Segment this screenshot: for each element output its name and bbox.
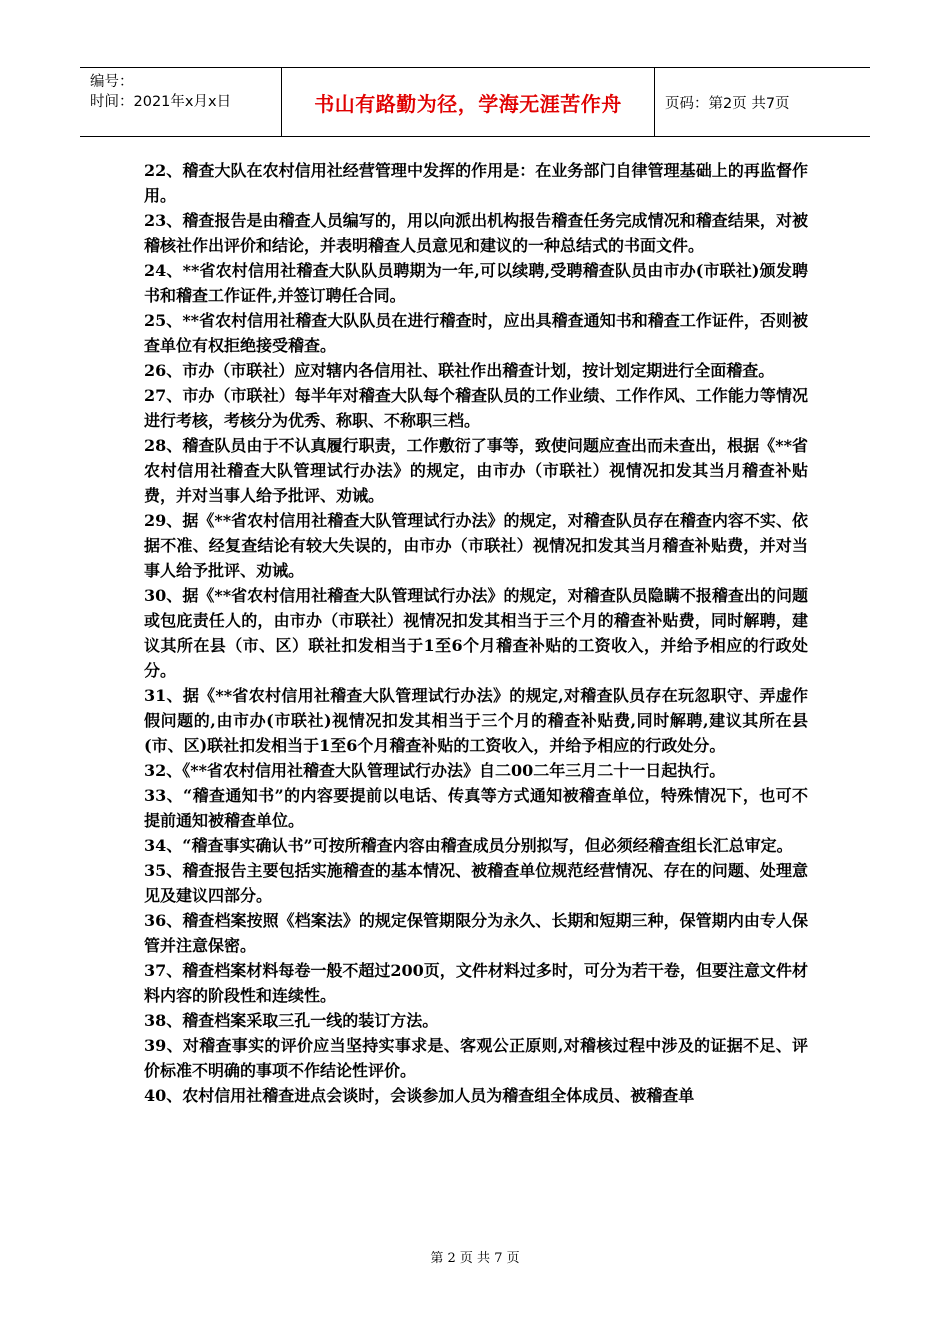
paragraph-28: 28、稽查队员由于不认真履行职责，工作敷衍了事等，致使问题应查出而未查出，根据《**省农村信用社稽查大队管理试行办法》的规定，由市办（市联社）视情况扣发其当月稽查补贴费，并对当事人给予批评、劝诫。 <box>144 436 808 505</box>
paragraph-35: 35、稽查报告主要包括实施稽查的基本情况、被稽查单位规范经营情况、存在的问题、处理意见及建议四部分。 <box>144 861 808 905</box>
paragraph-38: 38、稽查档案采取三孔一线的装订方法。 <box>144 1011 439 1030</box>
paragraph-30: 30、据《**省农村信用社稽查大队管理试行办法》的规定，对稽查队员隐瞒不报稽查出的问题或包庇责任人的，由市办（市联社）视情况扣发其相当于三个月的稽查补贴费，同时解聘，建议其所在县（市、区）联社扣发相当于1至6个月稽查补贴的工资收入，并给予相应的行政处分。 <box>144 586 808 680</box>
header-meta-cell <box>80 68 282 136</box>
page-footer: 第 2 页 共 7 页 <box>430 1251 520 1266</box>
paragraph-26: 26、市办（市联社）应对辖内各信用社、联社作出稽查计划，按计划定期进行全面稽查。 <box>144 361 775 380</box>
paragraph-23: 23、稽查报告是由稽查人员编写的，用以向派出机构报告稽查任务完成情况和稽查结果，对被稽核社作出评价和结论，并表明稽查人员意见和建议的一种总结式的书面文件。 <box>144 211 808 255</box>
paragraph-25: 25、**省农村信用社稽查大队队员在进行稽查时，应出具稽查通知书和稽查工作证件，否则被查单位有权拒绝接受稽查。 <box>144 311 808 355</box>
paragraph-31: 31、据《**省农村信用社稽查大队管理试行办法》的规定,对稽查队员存在玩忽职守、弄虚作假问题的,由市办(市联社)视情况扣发其相当于三个月的稽查补贴费,同时解聘,建议其所在县(市、区)联社扣发相当于1至6个月稽查补贴的工资收入，并给予相应的行政处分。 <box>144 686 808 755</box>
header-motto: 书山有路勤为径，学海无涯苦作舟 <box>282 68 655 136</box>
paragraph-24: 24、**省农村信用社稽查大队队员聘期为一年,可以续聘,受聘稽查队员由市办(市联社)颁发聘书和稽查工作证件,并签订聘任合同。 <box>144 261 808 305</box>
paragraph-22: 22、稽查大队在农村信用社经营管理中发挥的作用是：在业务部门自律管理基础上的再监督作用。 <box>144 161 808 205</box>
paragraph-37: 37、稽查档案材料每卷一般不超过200页，文件材料过多时，可分为若干卷，但要注意文件材料内容的阶段性和连续性。 <box>144 961 808 1005</box>
page-header <box>80 67 870 137</box>
paragraph-36: 36、稽查档案按照《档案法》的规定保管期限分为永久、长期和短期三种，保管期内由专人保管并注意保密。 <box>144 911 808 955</box>
document-body <box>144 158 808 1108</box>
paragraph-40: 40、农村信用社稽查进点会谈时，会谈参加人员为稽查组全体成员、被稽查单 <box>144 1086 695 1105</box>
document-number-label: 编号： <box>90 74 134 90</box>
paragraph-29: 29、据《**省农村信用社稽查大队管理试行办法》的规定，对稽查队员存在稽查内容不实、依据不准、经复查结论有较大失误的，由市办（市联社）视情况扣发其当月稽查补贴费，并对当事人给予批评、劝诫。 <box>144 511 808 580</box>
paragraph-39: 39、对稽查事实的评价应当坚持实事求是、客观公正原则,对稽核过程中涉及的证据不足、评价标准不明确的事项不作结论性评价。 <box>144 1036 808 1080</box>
paragraph-34: 34、“稽查事实确认书”可按所稽查内容由稽查成员分别拟写，但必须经稽查组长汇总审定。 <box>144 836 793 855</box>
paragraph-33: 33、“稽查通知书”的内容要提前以电话、传真等方式通知被稽查单位，特殊情况下，也可不提前通知被稽查单位。 <box>144 786 808 830</box>
paragraph-27: 27、市办（市联社）每半年对稽查大队每个稽查队员的工作业绩、工作作风、工作能力等情况进行考核，考核分为优秀、称职、不称职三档。 <box>144 386 808 430</box>
document-date: 时间：2021年x月x日 <box>90 94 232 110</box>
paragraph-32: 32、《**省农村信用社稽查大队管理试行办法》自二00二年三月二十一日起执行。 <box>144 761 726 780</box>
header-page-info: 页码：第2页 共7页 <box>665 95 790 112</box>
